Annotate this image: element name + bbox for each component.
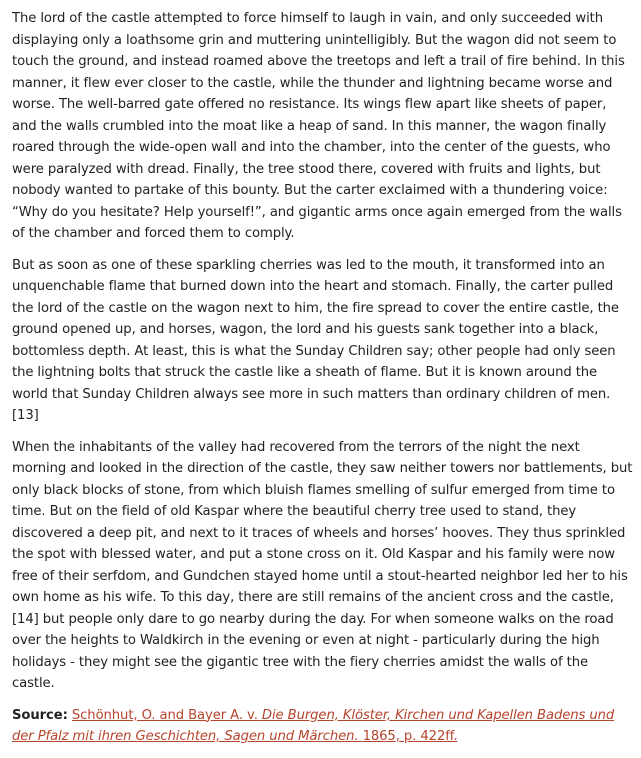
paragraph-1: The lord of the castle attempted to force himself to laugh in vain, and only succeeded with displaying only a loathsome grin and muttering unintelligibly. But the wagon did not seem to touch the ground, and instead roamed above the treetops and left a trail of fire behind. In this manner, it flew ever closer to the castle, while the thunder and lightning became worse and worse. The well-barred gate offered no resistance. Its wings flew apart like sheets of paper, and the walls crumbled into the moat like a heap of sand. In this manner, the wagon finally roared through the wide-open wall and into the chamber, into the center of the guests, who were paralyzed with dread. Finally, the tree stood there, covered with fruits and lights, but nobody wanted to partake of this bounty. But the carter exclaimed with a thundering voice: “Why do you hesitate? Help yourself!”, and gigantic arms once again emerged from the walls of the chamber and forced them to comply. — [12, 11, 625, 241]
source-authors: Schönhut, O. and Bayer A. v. — [71, 707, 258, 723]
source-citation — [12, 705, 634, 748]
paragraph-2: But as soon as one of these sparkling cherries was led to the mouth, it transformed into an unquenchable flame that burned down into the heart and stomach. Finally, the carter pulled the lord of the castle on the wagon next to him, the fire spread to cover the entire castle, the ground opened up, and horses, wagon, the lord and his guests sank together into a black, bottomless depth. At least, this is what the Sunday Children say; other people had only seen the lightning bolts that struck the castle like a sheath of flame. But it is known around the world that Sunday Children always see more in such matters than ordinary children of men.[13] — [12, 257, 619, 423]
paragraph-3: When the inhabitants of the valley had recovered from the terrors of the night the next morning and looked in the direction of the castle, they saw neither towers nor battlements, but only black blocks of stone, from which bluish flames smelling of sulfur emerged from time to time. But on the field of old Kaspar where the beautiful cherry tree used to stand, they discovered a deep pit, and next to it traces of wheels and horses’ hooves. They thus sprinkled the spot with blessed water, and put a stone cross on it. Old Kaspar and his family were now free of their serfdom, and Gundchen stayed home until a stout-hearted neighbor led her to his own home as his wife. To this day, there are still remains of the ancient cross and the castle,[14] but people only dare to go nearby during the day. For when someone walks on the road over the heights to Waldkirch in the evening or even at night - particularly during the high holidays - they might see the gigantic tree with the fiery cherries amidst the walls of the castle. — [12, 439, 633, 691]
source-label: Source: — [12, 707, 68, 723]
source-title: Die Burgen, Klöster, Kirchen und Kapellen Badens und der Pfalz mit ihren Geschichten, Sagen und Märchen. — [12, 707, 615, 744]
source-link[interactable] — [12, 708, 614, 745]
article-body — [12, 8, 634, 758]
source-details: 1865, p. 422ff. — [362, 729, 458, 744]
